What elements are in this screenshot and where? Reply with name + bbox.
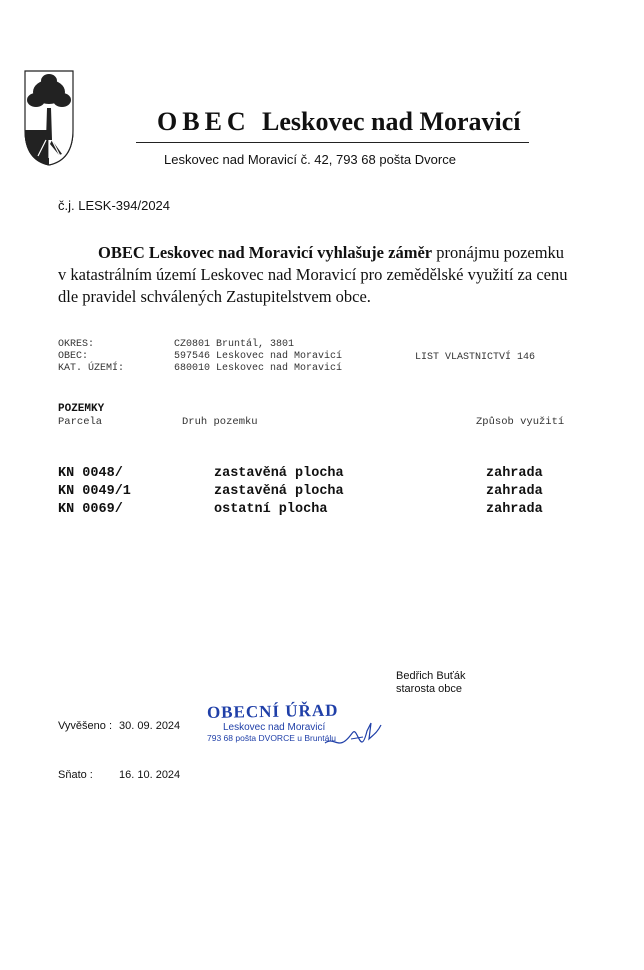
table-row xyxy=(0,466,644,484)
municipality-title-prefix: OBEC xyxy=(157,107,251,136)
stamp-line-2: 793 68 pošta DVORCE u Bruntálu xyxy=(207,733,336,743)
land-type-cell: ostatní plocha xyxy=(214,502,328,517)
announcement-line-1 xyxy=(58,242,598,264)
district-value: CZ0801 Bruntál, 3801 xyxy=(174,339,295,350)
municipality-label: OBEC: xyxy=(58,351,89,362)
announcement-paragraph xyxy=(58,242,598,308)
land-type-cell: zastavěná plocha xyxy=(214,466,344,481)
usage-cell: zahrada xyxy=(486,502,543,517)
usage-cell: zahrada xyxy=(486,484,543,499)
coat-of-arms-icon xyxy=(24,70,74,166)
stamp-title: OBECNÍ ÚŘAD xyxy=(206,700,339,722)
removed-date-value: 16. 10. 2024 xyxy=(119,769,181,781)
removed-date-label: Sňato : xyxy=(58,769,93,781)
posted-date-value: 30. 09. 2024 xyxy=(119,720,181,732)
announcement-rest: pronájmu pozemku xyxy=(432,243,565,262)
column-header-usage: Způsob využití xyxy=(476,416,565,428)
land-heading: POZEMKY xyxy=(58,403,105,415)
office-stamp xyxy=(203,700,383,753)
municipality-address: Leskovec nad Moravicí č. 42, 793 68 pošta Dvorce xyxy=(164,152,456,167)
parcel-cell: KN 0048/ xyxy=(58,466,123,481)
column-header-parcel: Parcela xyxy=(58,416,103,428)
announcement-line-3: dle pravidel schválených Zastupitelstvem obce. xyxy=(58,287,371,306)
signer-title: starosta obce xyxy=(396,683,463,695)
reference-number: č.j. LESK-394/2024 xyxy=(58,198,171,213)
territory-label: KAT. ÚZEMÍ: xyxy=(58,363,125,374)
district-label: OKRES: xyxy=(58,339,95,350)
table-row xyxy=(0,502,644,520)
announcement-line-2: v katastrálním území Leskovec nad Moravicí pro zemědělské využití za cenu xyxy=(58,265,568,284)
parcel-cell: KN 0049/1 xyxy=(58,484,131,499)
municipality-value: 597546 Leskovec nad Moravicí xyxy=(174,351,343,362)
column-header-land-type: Druh pozemku xyxy=(182,416,258,428)
ownership-sheet: LIST VLASTNICTVÍ 146 xyxy=(415,352,536,363)
posted-date-label: Vyvěšeno : xyxy=(58,720,113,732)
usage-cell: zahrada xyxy=(486,466,543,481)
stamp-line-1: Leskovec nad Moravicí xyxy=(223,722,326,733)
parcel-cell: KN 0069/ xyxy=(58,502,123,517)
territory-value: 680010 Leskovec nad Moravicí xyxy=(174,363,343,374)
announcement-lead: OBEC Leskovec nad Moravicí vyhlašuje záměr xyxy=(98,243,433,262)
header-divider xyxy=(136,142,529,143)
land-type-cell: zastavěná plocha xyxy=(214,484,344,499)
signature-icon xyxy=(323,717,383,751)
municipality-title-name: Leskovec nad Moravicí xyxy=(262,107,521,136)
table-row xyxy=(0,484,644,502)
signer-name: Bedřich Buťák xyxy=(396,670,466,682)
